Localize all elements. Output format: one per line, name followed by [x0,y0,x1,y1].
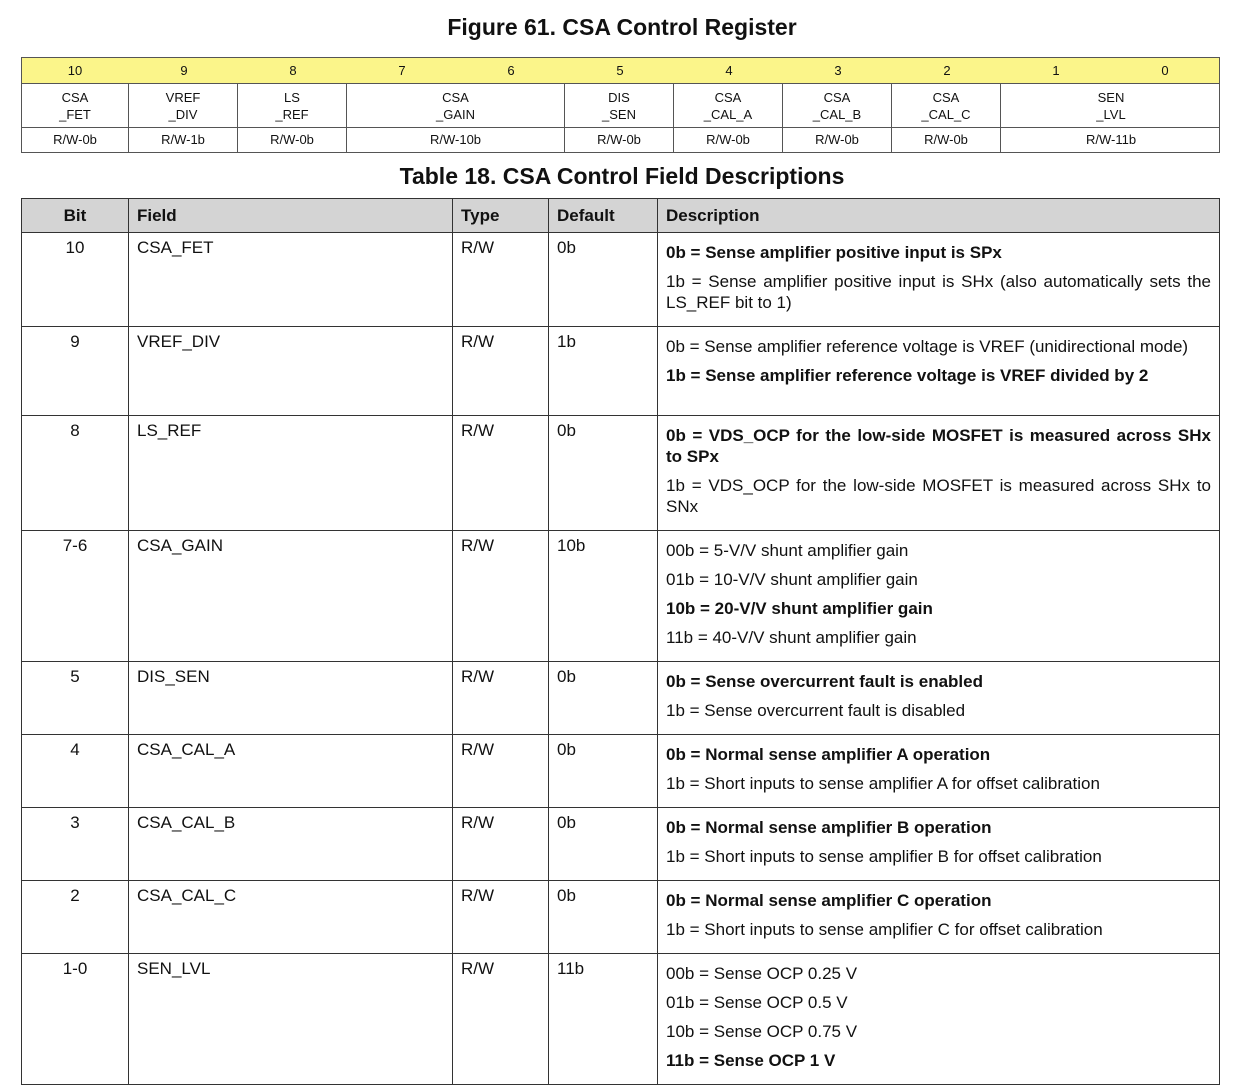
register-access-row [22,128,1219,152]
register-access: R/W-0b [238,128,347,152]
bit-number: 7 [398,63,406,78]
bit-cell: 3 [22,808,129,881]
description-cell [658,416,1220,531]
bit-cell: 5 [22,662,129,735]
register-field [238,84,347,127]
description-line: 1b = Short inputs to sense amplifier B for offset calibration [666,847,1102,866]
register-field-label: _CAL_B [812,107,862,122]
description-line: 00b = 5-V/V shunt amplifier gain [666,541,909,560]
default-cell: 0b [549,735,658,808]
field-description-table [21,198,1220,1085]
header-type: Type [453,199,549,233]
header-default: Default [549,199,658,233]
register-field-label: CSA [61,90,89,105]
description-line: 0b = Normal sense amplifier A operation [666,745,991,764]
register-access: R/W-0b [22,128,129,152]
bit-cell: 7-6 [22,531,129,662]
register-field-label: CSA [714,90,742,105]
description-cell [658,881,1220,954]
register-field-label: _CAL_A [703,107,753,122]
register-field-label: _LVL [1096,107,1126,122]
description-line: 0b = VDS_OCP for the low-side MOSFET is measured across SHx to SPx [666,426,1211,466]
register-access: R/W-1b [129,128,238,152]
description-line: 1b = Sense amplifier reference voltage is VREF divided by 2 [666,366,1149,385]
bit-number: 3 [834,63,842,78]
default-cell: 0b [549,233,658,327]
register-field-label: _DIV [168,107,198,122]
register-field-row [22,84,1219,128]
description-line: 1b = Sense amplifier positive input is SHx (also automatically sets the LS_REF bit to 1) [666,272,1211,312]
register-field-label: SEN [1097,90,1125,105]
table-row [22,662,1220,735]
type-cell: R/W [453,531,549,662]
description-line: 0b = Sense amplifier reference voltage is VREF (unidirectional mode) [666,337,1189,356]
description-line: 01b = Sense OCP 0.5 V [666,993,848,1012]
register-field-label: _REF [275,107,309,122]
register-access: R/W-0b [674,128,783,152]
bit-cell: 2 [22,881,129,954]
description-cell [658,735,1220,808]
type-cell: R/W [453,808,549,881]
default-cell: 11b [549,954,658,1085]
type-cell: R/W [453,881,549,954]
bit-cell: 10 [22,233,129,327]
description-line: 1b = Sense overcurrent fault is disabled [666,701,966,720]
register-field [22,84,129,127]
register-field-label: CSA [932,90,960,105]
register-access: R/W-0b [783,128,892,152]
register-field-label: _FET [59,107,91,122]
table-row [22,735,1220,808]
description-line: 01b = 10-V/V shunt amplifier gain [666,570,918,589]
figure-title: Figure 61. CSA Control Register [447,14,797,40]
description-cell [658,327,1220,416]
description-cell [658,662,1220,735]
field-cell: CSA_GAIN [129,531,453,662]
bit-number: 6 [507,63,515,78]
register-field-label: CSA [823,90,851,105]
register-diagram [21,57,1220,153]
description-line: 10b = 20-V/V shunt amplifier gain [666,599,933,618]
bit-cell: 1-0 [22,954,129,1085]
bit-cell: 8 [22,416,129,531]
register-field [565,84,674,127]
description-line: 0b = Sense amplifier positive input is SPx [666,243,1002,262]
type-cell: R/W [453,416,549,531]
field-cell: LS_REF [129,416,453,531]
description-line: 11b = Sense OCP 1 V [666,1051,836,1070]
description-cell [658,808,1220,881]
table-row [22,531,1220,662]
description-line: 00b = Sense OCP 0.25 V [666,964,858,983]
register-field-label: LS [284,90,300,105]
register-field-label: DIS [608,90,630,105]
bit-cell: 9 [22,327,129,416]
register-field-label: _SEN [602,107,636,122]
type-cell: R/W [453,662,549,735]
register-access: R/W-11b [1085,132,1137,147]
description-cell [658,233,1220,327]
table-row [22,327,1220,416]
register-field [892,84,1001,127]
bit-number: 9 [180,63,188,78]
bit-number: 0 [1161,63,1169,78]
register-field [1001,84,1221,127]
description-line: 0b = Normal sense amplifier B operation [666,818,992,837]
description-line: 0b = Sense overcurrent fault is enabled [666,672,983,691]
register-field [129,84,238,127]
table-row [22,808,1220,881]
register-access: R/W-0b [892,128,1001,152]
table-title: Table 18. CSA Control Field Descriptions [399,163,845,189]
field-cell: VREF_DIV [129,327,453,416]
table-header-row [22,199,1220,233]
default-cell: 0b [549,416,658,531]
field-cell: CSA_CAL_B [129,808,453,881]
bit-number: 10 [67,63,83,78]
field-cell: SEN_LVL [129,954,453,1085]
bit-number: 2 [943,63,951,78]
bit-number: 8 [289,63,297,78]
type-cell: R/W [453,233,549,327]
field-cell: DIS_SEN [129,662,453,735]
table-row [22,954,1220,1085]
register-field-label: VREF [165,90,201,105]
description-line: 10b = Sense OCP 0.75 V [666,1022,858,1041]
bit-cell: 4 [22,735,129,808]
description-cell [658,954,1220,1085]
description-line: 11b = 40-V/V shunt amplifier gain [666,628,917,647]
header-field: Field [129,199,453,233]
register-field [347,84,565,127]
register-field [783,84,892,127]
description-cell [658,531,1220,662]
bit-number: 4 [725,63,733,78]
register-field-label: _CAL_C [921,107,971,122]
default-cell: 0b [549,881,658,954]
type-cell: R/W [453,735,549,808]
description-line: 1b = VDS_OCP for the low-side MOSFET is measured across SHx to SNx [666,476,1211,516]
header-bit: Bit [22,199,129,233]
field-cell: CSA_FET [129,233,453,327]
default-cell: 10b [549,531,658,662]
field-cell: CSA_CAL_C [129,881,453,954]
register-field [674,84,783,127]
type-cell: R/W [453,327,549,416]
default-cell: 0b [549,662,658,735]
description-line: 1b = Short inputs to sense amplifier A for offset calibration [666,774,1100,793]
bit-number-row [22,58,1219,84]
register-field-label: CSA [442,90,469,105]
register-access: R/W-0b [565,128,674,152]
table-row [22,881,1220,954]
default-cell: 0b [549,808,658,881]
register-field-label: _GAIN [435,107,475,122]
table-row [22,416,1220,531]
header-description: Description [658,199,1220,233]
description-line: 1b = Short inputs to sense amplifier C for offset calibration [666,920,1103,939]
default-cell: 1b [549,327,658,416]
field-cell: CSA_CAL_A [129,735,453,808]
description-line: 0b = Normal sense amplifier C operation [666,891,992,910]
register-access: R/W-10b [347,128,565,152]
bit-number: 5 [616,63,624,78]
type-cell: R/W [453,954,549,1085]
table-row [22,233,1220,327]
bit-number: 1 [1052,63,1060,78]
